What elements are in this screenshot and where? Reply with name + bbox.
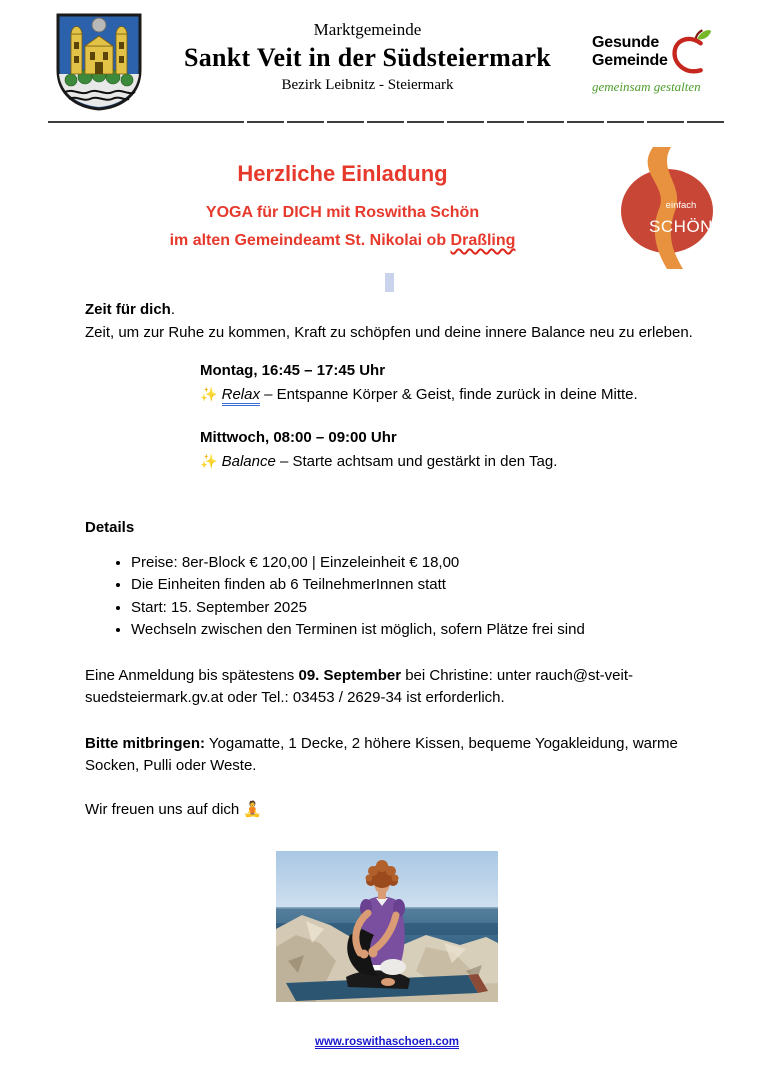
intro-lead: Zeit für dich. bbox=[85, 301, 176, 318]
registration-deadline: 09. September bbox=[298, 666, 402, 684]
schedule-wednesday bbox=[200, 427, 693, 473]
sparkles-icon: ✨ bbox=[200, 452, 218, 469]
details-heading: Details bbox=[85, 519, 135, 536]
municipality-type: Marktgemeinde bbox=[313, 20, 422, 39]
details-bullet: • Die Einheiten finden ab 6 TeilnehmerInnen statt bbox=[131, 574, 693, 597]
coat-of-arms-icon bbox=[55, 12, 143, 112]
invitation-subtitle-2: im alten Gemeindeamt St. Nikolai ob Draßling bbox=[169, 232, 516, 249]
registration-paragraph: Eine Anmeldung bis spätestens 09. September bei Christine: unter rauch@st-veit-suedsteiermark.gv.at oder Tel.: 03453 / 2629-34 ist erforderlich. bbox=[85, 666, 634, 706]
letterhead bbox=[0, 0, 774, 112]
details-bullet: • Preise: 8er-Block € 120,00 | Einzeleinheit € 18,00 bbox=[131, 552, 693, 575]
schedule-monday-time: Montag, 16:45 – 17:45 Uhr bbox=[200, 362, 386, 379]
text-cursor-highlight bbox=[385, 273, 394, 292]
yoga-photo bbox=[276, 851, 498, 1002]
schedule-wednesday-time: Mittwoch, 08:00 – 09:00 Uhr bbox=[200, 429, 397, 446]
cursor-row bbox=[85, 273, 693, 292]
spellcheck-flagged-word: Draßling bbox=[450, 232, 516, 249]
invitation-subtitle-1: YOGA für DICH mit Roswitha Schön bbox=[205, 204, 480, 221]
bring-label: Bitte mitbringen: bbox=[85, 734, 205, 752]
invitation-heading-block bbox=[85, 161, 600, 255]
document-body bbox=[85, 273, 693, 821]
schedule-monday bbox=[200, 360, 693, 406]
details-bullet: • Wechseln zwischen den Terminen ist möglich, sofern Plätze frei sind bbox=[131, 619, 693, 642]
einfach-schoen-logo bbox=[617, 147, 717, 269]
class-name-relax: Relax bbox=[222, 386, 260, 406]
invitation-title: Herzliche Einladung bbox=[237, 161, 448, 186]
schedule-monday-class: ✨ Relax – Entspanne Körper & Geist, finde zurück in deine Mitte. bbox=[200, 383, 693, 407]
gesunde-gemeinde-logo bbox=[592, 12, 738, 95]
sparkles-icon: ✨ bbox=[200, 385, 218, 402]
district-line: Bezirk Leibnitz - Steiermark bbox=[281, 77, 454, 93]
header-divider bbox=[48, 121, 727, 123]
closing-line: Wir freuen uns auf dich 🧘 bbox=[85, 800, 263, 818]
schedule-wednesday-class: ✨ Balance – Starte achtsam und gestärkt in den Tag. bbox=[200, 452, 558, 470]
photo-container bbox=[276, 851, 498, 1002]
gg-tagline: gemeinsam gestalten bbox=[592, 79, 701, 94]
website-link[interactable]: www.roswithaschoen.com bbox=[315, 1036, 459, 1048]
intro-body: Zeit, um zur Ruhe zu kommen, Kraft zu schöpfen und deine innere Balance neu zu erleben. bbox=[85, 323, 693, 341]
gg-line1: Gesunde bbox=[592, 34, 660, 52]
bring-paragraph: Bitte mitbringen: Yogamatte, 1 Decke, 2 höhere Kissen, bequeme Yogakleidung, warme Socken, Pulli oder Weste. bbox=[85, 734, 678, 774]
letterhead-title-block bbox=[143, 12, 592, 94]
gg-line2: Gemeinde bbox=[592, 52, 668, 69]
intro-paragraph bbox=[85, 299, 693, 344]
schoen-logo-big-word: SCHÖN bbox=[649, 217, 713, 236]
footer bbox=[0, 1032, 774, 1050]
lotus-person-icon: 🧘 bbox=[243, 800, 263, 818]
schoen-logo-small-word: einfach bbox=[665, 200, 697, 211]
details-list bbox=[85, 552, 693, 642]
class-name-balance: Balance bbox=[221, 452, 276, 470]
apple-icon bbox=[672, 28, 712, 76]
details-bullet: • Start: 15. September 2025 bbox=[131, 597, 693, 620]
municipality-name: Sankt Veit in der Südsteiermark bbox=[183, 43, 552, 72]
